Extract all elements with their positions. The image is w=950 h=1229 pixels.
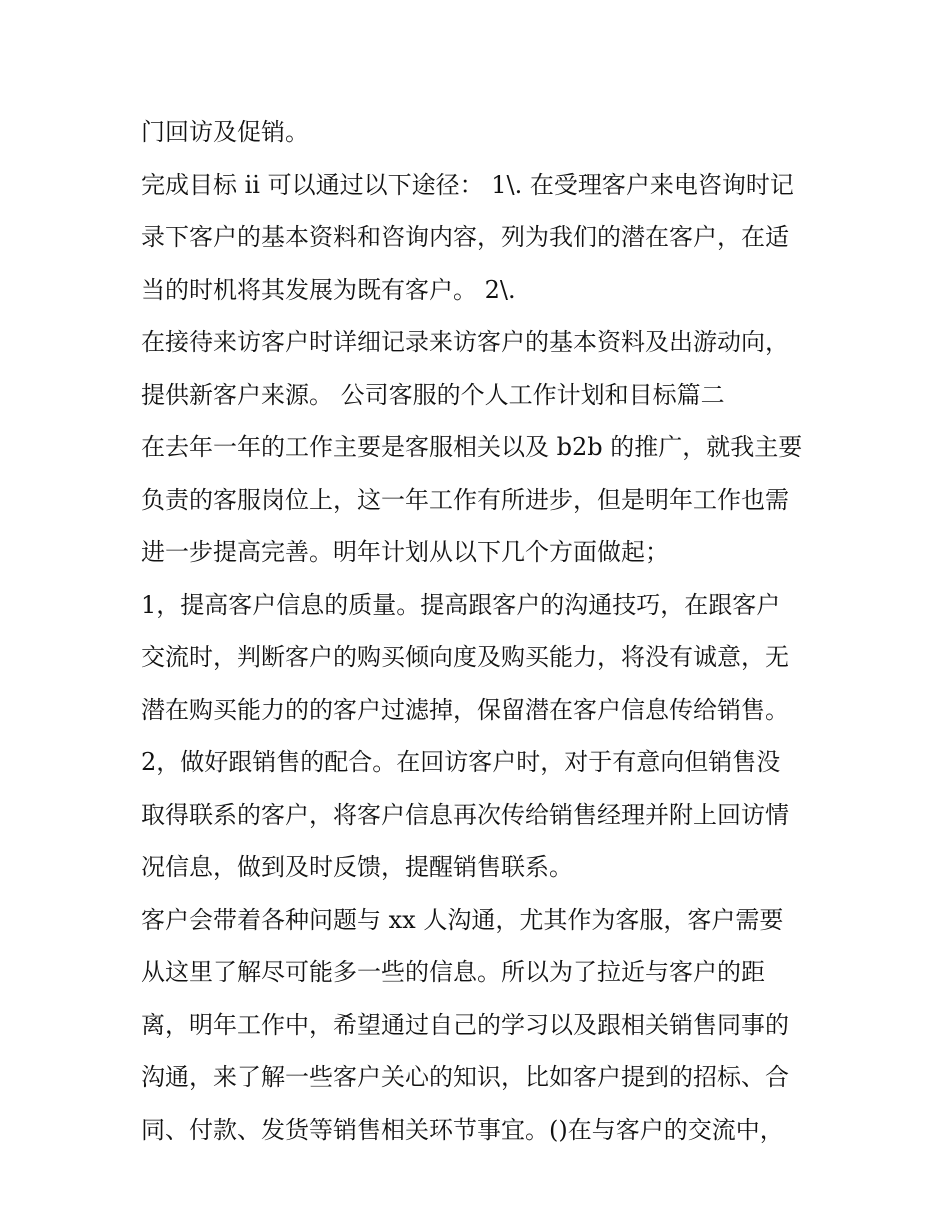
text-line: 况信息，做到及时反馈，提醒销售联系。 [141,853,573,881]
text-line: 当的时机将其发展为既有客户。 2\. [141,275,516,304]
text-line: 客户会带着各种问题与 xx 人沟通，尤其作为客服，客户需要 [141,905,784,934]
text-line: 门回访及促销。 [141,118,309,146]
text-line: 完成目标 ii 可以通过以下途径： 1\. 在受理客户来电咨询时记 [141,170,794,199]
text-line: 提供新客户来源。 公司客服的个人工作计划和目标篇二 [141,380,725,409]
text-line: 2，做好跟销售的配合。在回访客户时，对于有意向但销售没 [141,748,781,776]
text-line: 负责的客服岗位上，这一年工作有所进步，但是明年工作也需 [141,485,789,514]
text-line: 1，提高客户信息的质量。提高跟客户的沟通技巧，在跟客户 [141,590,781,619]
text-line: 进一步提高完善。明年计划从以下几个方面做起； [141,538,669,566]
text-line: 在去年一年的工作主要是客服相关以及 b2b 的推广，就我主要 [141,433,803,461]
text-line: 取得联系的客户，将客户信息再次传给销售经理并附上回访情 [141,800,789,829]
text-line: 在接待来访客户时详细记录来访客户的基本资料及出游动向， [141,328,789,356]
text-line: 交流时，判断客户的购买倾向度及购买能力，将没有诚意，无 [141,643,789,671]
text-line: 同、付款、发货等销售相关环节事宜。()在与客户的交流中， [141,1115,784,1144]
text-line: 沟通，来了解一些客户关心的知识，比如客户提到的招标、合 [141,1063,789,1091]
text-line: 离，明年工作中，希望通过自己的学习以及跟相关销售同事的 [141,1010,789,1039]
document-body [141,106,831,1156]
text-line: 从这里了解尽可能多一些的信息。所以为了拉近与客户的距 [141,958,765,986]
text-line: 潜在购买能力的的客户过滤掉，保留潜在客户信息传给销售。 [141,695,789,724]
text-line: 录下客户的基本资料和咨询内容，列为我们的潜在客户，在适 [141,223,789,251]
